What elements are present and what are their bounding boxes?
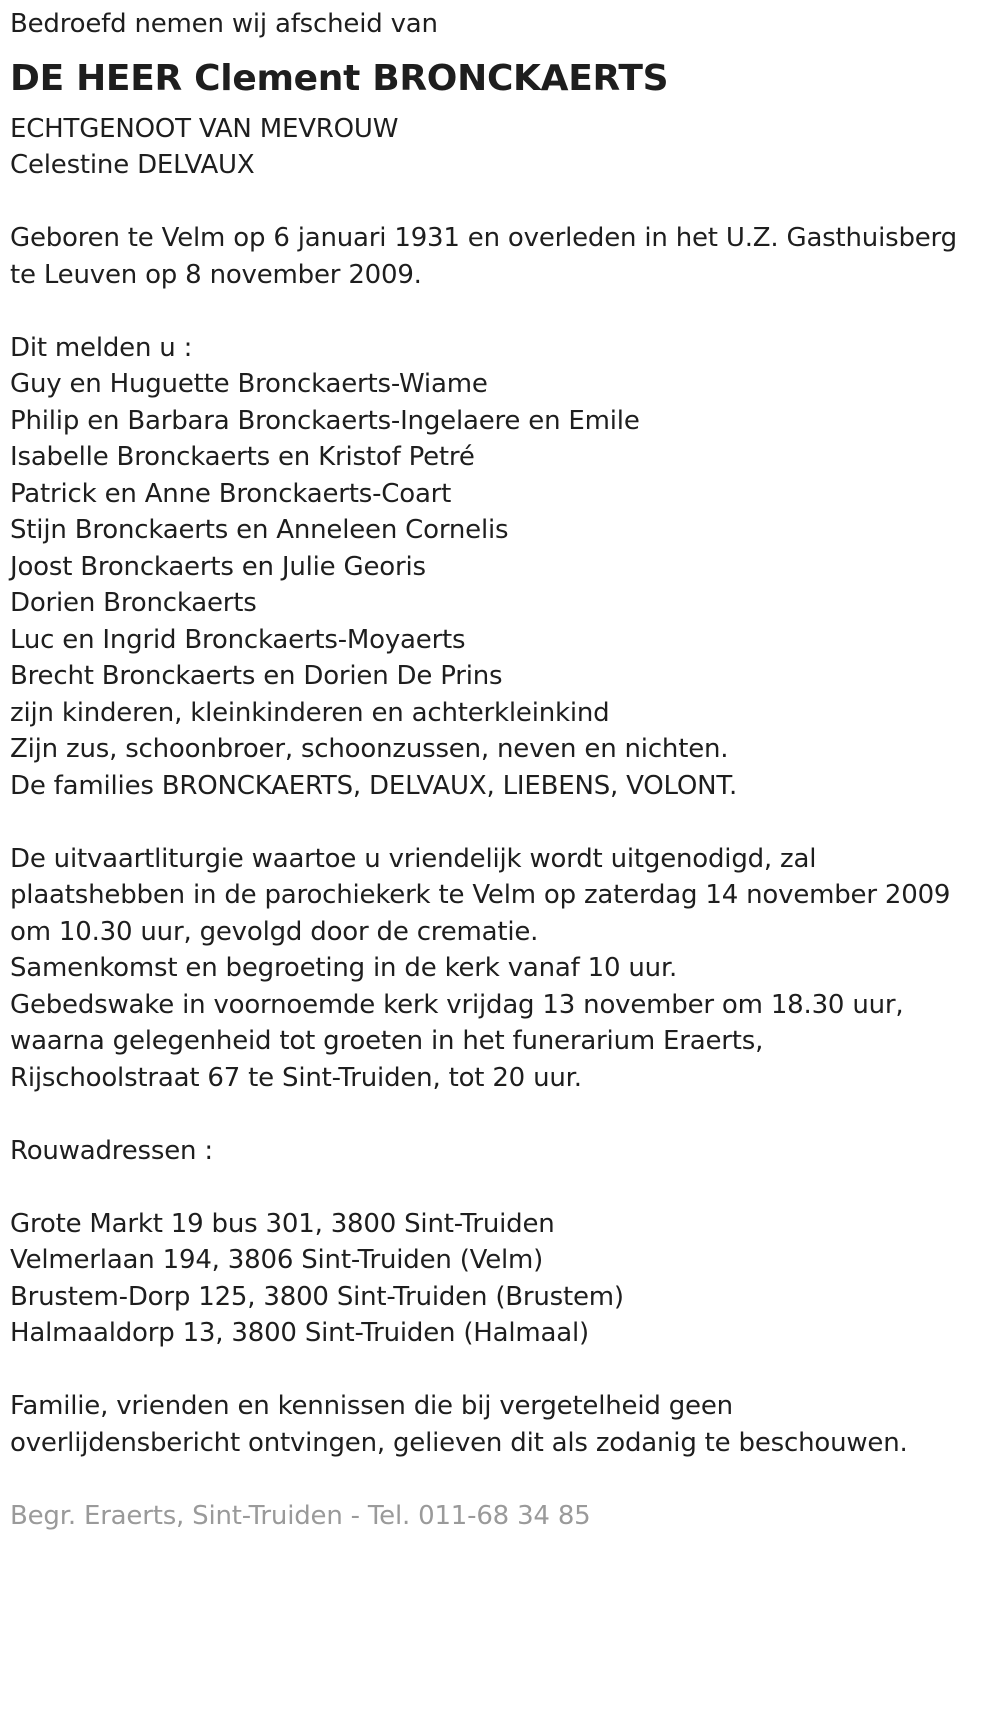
announcer-item: Zijn zus, schoonbroer, schoonzussen, neven en nichten.: [10, 734, 729, 764]
obituary-notice: [10, 6, 990, 1534]
announcer-item: Patrick en Anne Bronckaerts-Coart: [10, 478, 452, 509]
closing-paragraph: [10, 1388, 990, 1461]
spacer: [10, 1461, 990, 1498]
address-item: Brustem-Dorp 125, 3800 Sint-Truiden (Brustem): [10, 1281, 624, 1312]
spouse-name: Celestine DELVAUX: [10, 150, 255, 180]
spacer: [10, 1096, 990, 1133]
spacer: [10, 293, 990, 330]
address-item: Velmerlaan 194, 3806 Sint-Truiden (Velm): [10, 1245, 544, 1275]
announcer-item: Stijn Bronckaerts en Anneleen Cornelis: [10, 515, 509, 545]
birth-death-paragraph: [10, 220, 990, 293]
paragraph-line: De uitvaartliturgie waartoe u vriendelijk wordt uitgenodigd, zal: [10, 843, 817, 874]
announcer-item: zijn kinderen, kleinkinderen en achterkleinkind: [10, 697, 610, 728]
ceremony-paragraph: [10, 841, 990, 1097]
paragraph-line: Samenkomst en begroeting in de kerk vanaf 10 uur.: [10, 953, 678, 983]
spacer: [10, 1352, 990, 1389]
announcer-item: Isabelle Bronckaerts en Kristof Petré: [10, 442, 475, 472]
deceased-name: DE HEER Clement BRONCKAERTS: [10, 57, 669, 99]
intro-text: Bedroefd nemen wij afscheid van: [10, 9, 438, 39]
paragraph-line: plaatshebben in de parochiekerk te Velm op zaterdag 14 november 2009: [10, 880, 951, 910]
announcers-list: [10, 366, 990, 804]
address-item: Grote Markt 19 bus 301, 3800 Sint-Truiden: [10, 1208, 555, 1239]
paragraph-line: overlijdensbericht ontvingen, gelieven dit als zodanig te beschouwen.: [10, 1427, 908, 1458]
addresses-list: [10, 1206, 990, 1352]
announcers-heading: Dit melden u :: [10, 332, 193, 363]
announcer-item: Dorien Bronckaerts: [10, 588, 257, 618]
address-item: Halmaaldorp 13, 3800 Sint-Truiden (Halmaal): [10, 1318, 589, 1348]
paragraph-line: Geboren te Velm op 6 januari 1931 en overleden in het U.Z. Gasthuisberg: [10, 223, 957, 253]
paragraph-line: te Leuven op 8 november 2009.: [10, 259, 422, 290]
funeral-home-footer: Begr. Eraerts, Sint-Truiden - Tel. 011-68 34 85: [10, 1500, 591, 1531]
spacer: [10, 1169, 990, 1206]
announcer-item: Luc en Ingrid Bronckaerts-Moyaerts: [10, 624, 466, 655]
paragraph-line: Rijschoolstraat 67 te Sint-Truiden, tot 20 uur.: [10, 1062, 582, 1093]
spacer: [10, 184, 990, 221]
paragraph-line: Gebedswake in voornoemde kerk vrijdag 13 november om 18.30 uur,: [10, 989, 904, 1020]
announcer-item: Philip en Barbara Bronckaerts-Ingelaere en Emile: [10, 405, 640, 436]
paragraph-line: Familie, vrienden en kennissen die bij vergetelheid geen: [10, 1391, 733, 1421]
paragraph-line: om 10.30 uur, gevolgd door de crematie.: [10, 916, 539, 947]
announcer-item: Brecht Bronckaerts en Dorien De Prins: [10, 661, 503, 691]
announcer-item: De families BRONCKAERTS, DELVAUX, LIEBENS, VOLONT.: [10, 770, 738, 801]
announcer-item: Guy en Huguette Bronckaerts-Wiame: [10, 369, 488, 399]
addresses-heading: Rouwadressen :: [10, 1135, 213, 1166]
paragraph-line: waarna gelegenheid tot groeten in het funerarium Eraerts,: [10, 1026, 764, 1056]
spouse-title: ECHTGENOOT VAN MEVROUW: [10, 113, 399, 144]
spacer: [10, 804, 990, 841]
announcer-item: Joost Bronckaerts en Julie Georis: [10, 551, 426, 582]
